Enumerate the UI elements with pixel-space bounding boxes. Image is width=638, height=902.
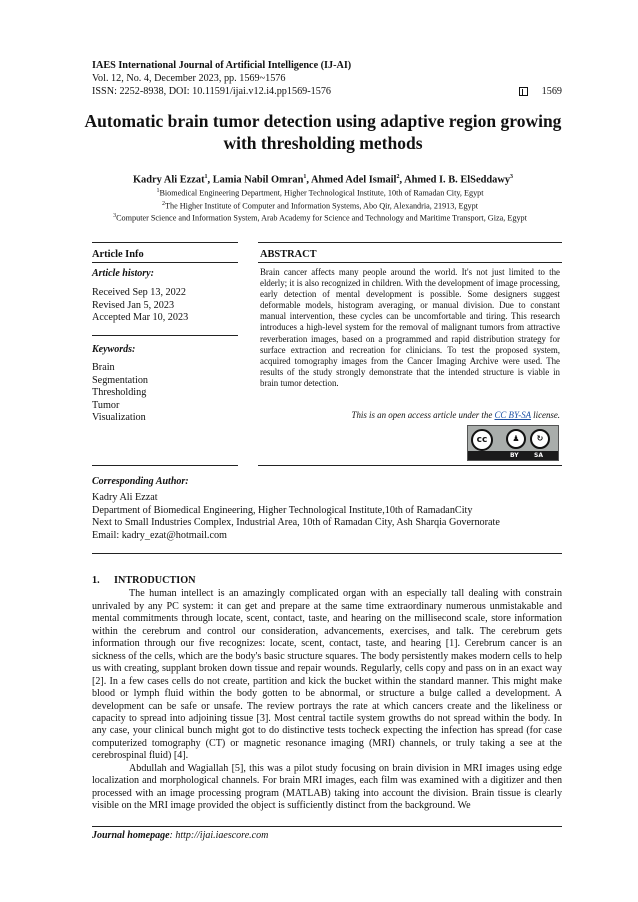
keyword-list [92, 362, 148, 425]
journal-homepage-footer [92, 830, 268, 841]
affil-sup: 2 [161, 200, 165, 207]
introduction-heading [92, 575, 562, 587]
footer-url[interactable]: : http://ijai.iaescore.com [169, 830, 269, 841]
share-alike-icon: ↻ [530, 429, 550, 449]
author-affil-sup: 2 [396, 174, 400, 180]
page-box-icon [519, 87, 528, 96]
corresponding-author-dept: Department of Biomedical Engineering, Higher Technological Institute,10th of RamadanCity [92, 504, 473, 516]
corresponding-author-address: Next to Small Industries Complex, Industrial Area, 10th of Ramadan City, Ash Sharqia Governorate [92, 517, 500, 529]
corresponding-author-email: Email: kadry_ezat@hotmail.com [92, 529, 227, 541]
corresponding-author-name: Kadry Ali Ezzat [92, 492, 158, 503]
cc-by-label: BY [510, 452, 519, 459]
abstract-bottom-rule [258, 465, 562, 466]
corresponding-bottom-rule [92, 553, 562, 554]
author-name: Ahmed I. B. ElSeddawy [404, 174, 511, 186]
revised-date: Revised Jan 5, 2023 [92, 299, 175, 311]
abstract-sub-rule [258, 262, 562, 263]
author-affil-sup: 1 [204, 174, 208, 180]
cc-license-badge[interactable] [467, 425, 559, 461]
author-affil-sup: 1 [303, 174, 307, 180]
introduction-section [92, 575, 562, 813]
affil-sup: 3 [113, 213, 117, 220]
affil-text: Biomedical Engineering Department, Higher Technological Institute, 10th of Ramadan City, Egypt [159, 188, 484, 198]
journal-issn-doi: ISSN: 2252-8938, DOI: 10.11591/ijai.v12.i4.pp1569-1576 [92, 86, 332, 97]
affil-text: The Higher Institute of Computer and Information Systems, Abo Qir, Alexandria, 21913, Egypt [164, 201, 479, 211]
article-info-heading: Article Info [92, 249, 144, 260]
author-name: Lamia Nabil Omran [212, 174, 304, 186]
abstract-top-rule [258, 242, 562, 243]
affiliation-line [60, 199, 580, 212]
affil-sup: 1 [156, 188, 160, 194]
author-affil-sup: 3 [510, 174, 514, 180]
corresponding-author-block [92, 476, 562, 542]
article-dates [92, 287, 188, 325]
affiliation-line [60, 211, 580, 224]
section-number: 1. [92, 575, 100, 586]
keyword: Segmentation [92, 374, 149, 386]
attribution-person-icon: ♟ [506, 429, 526, 449]
affil-text: Computer Science and Information System, Arab Academy for Science and Technology and Maritime Transport, Giza, Egypt [116, 214, 527, 224]
keyword: Tumor [92, 399, 120, 411]
abstract-text: Brain cancer affects many people around the world. It's not just limited to the elderly; it is also recognized in children. With the development of image processing, early detection of mental development is possible. Some designers suggest deformable models, histogram averaging, or manual division. Due to constant manual intervention, these cycles can be uncomfortable and tiring. This research introduces a high-level system for the removal of malignant tumors from attractive reverberation images, based on a programmed and rapid distribution strategy for surface extraction and recreation for clinicians. To test the proposed system, acquired tomography images from the Cancer Imaging Archive were used. The results of the study strongly demonstrate that the intended structure is viable in brain tumor detection. [260, 267, 560, 388]
open-access-note [260, 410, 560, 420]
cc-sa-label: SA [534, 452, 543, 459]
accepted-date: Accepted Mar 10, 2023 [92, 312, 189, 324]
author-name: Ahmed Adel Ismail [311, 174, 397, 186]
affiliations [60, 186, 580, 224]
creative-commons-icon: cc [471, 429, 493, 451]
article-history-label: Article history: [92, 268, 154, 279]
cc-by-sa-link[interactable]: CC BY-SA [494, 410, 531, 420]
author-name: Kadry Ali Ezzat [132, 174, 205, 186]
section-title: INTRODUCTION [114, 575, 196, 586]
paper-title: Automatic brain tumor detection using adaptive region growing with thresholding methods [84, 111, 562, 153]
oa-suffix: license. [530, 410, 560, 420]
keyword: Thresholding [92, 387, 147, 399]
affiliation-line [60, 186, 580, 199]
journal-name: IAES International Journal of Artificial Intelligence (IJ-AI) [92, 60, 352, 71]
article-info-sub-rule [92, 262, 238, 263]
journal-header [92, 59, 562, 98]
page-number: 1569 [541, 86, 562, 97]
article-info-top-rule [92, 242, 238, 243]
info-bottom-rule [92, 465, 238, 466]
abstract-heading: ABSTRACT [260, 249, 317, 260]
footer-rule [92, 826, 562, 827]
journal-volume: Vol. 12, No. 4, December 2023, pp. 1569~1576 [92, 73, 286, 84]
paragraph: Abdullah and Wagiallah [5], this was a pilot study focusing on brain division in MRI images using edge localization and morphological channels. For brain MRI images, each film was examined with a digitizer and then processed with an image processing program (MATLAB) taking into account the division. Brain tissue is clearly visible on the MRI image provided the object is sufficiently distinct from the background. We [92, 762, 562, 812]
keywords-rule [92, 335, 238, 336]
footer-label: Journal homepage [92, 830, 170, 841]
keyword: Brain [92, 362, 115, 373]
oa-prefix: This is an open access article under the [351, 410, 495, 420]
author-list: Kadry Ali Ezzat$^1$, Lamia Nabil Omran$^1$, Ahmed Adel Ismail$^2$, Ahmed I. B. ElSeddawy$^3$ [132, 174, 514, 186]
keywords-label: Keywords: [92, 344, 136, 355]
received-date: Received Sep 13, 2022 [92, 287, 186, 298]
corresponding-author-label: Corresponding Author: [92, 476, 189, 487]
paragraph: The human intellect is an amazingly complicated organ with an especially tall dealing with constrain unrivaled by any PC system: it can get and prepare at the same time extraordinary numerous unmistakable and mental commitments through locate, scent, contact, taste, and hearing on the millisecond scale, store information within the cerebrum and control our consideration, advancements, exercises, and talk. The cerebrum gets information through our five recognizes: locate, scent, contact, taste, and hearing [1]. Cerebrum cancer is an sickness of the cells, which are the body's basic structure squares. The body persistently makes modern cells to help us with creating, supplant broken down tissue and repair wounds. Regularly, cells copy and pass on in an exact way [2]. In a few cases cells do not create, partition and kick the bucket within the standard manner. This might make blood or lymph fluid within the body gotten to be abnormal, or structure a bulge called a development. A development can be safe or unsafe. The review portrays the rate at which cancers create and the likeliness or capacity to spread into adjoining tissue [3]. Most central tactile system growths do not spread within the body. In any case, your clinical bunch might got to do distinctive tests tocheck expecting the infection has spread (for case computerized tomography (CT) or magnetic resonance imaging (MRI) channels, or truly taking a see at the cerebrospinal fluid) [4]. [92, 588, 562, 762]
keyword: Visualization [92, 412, 146, 424]
